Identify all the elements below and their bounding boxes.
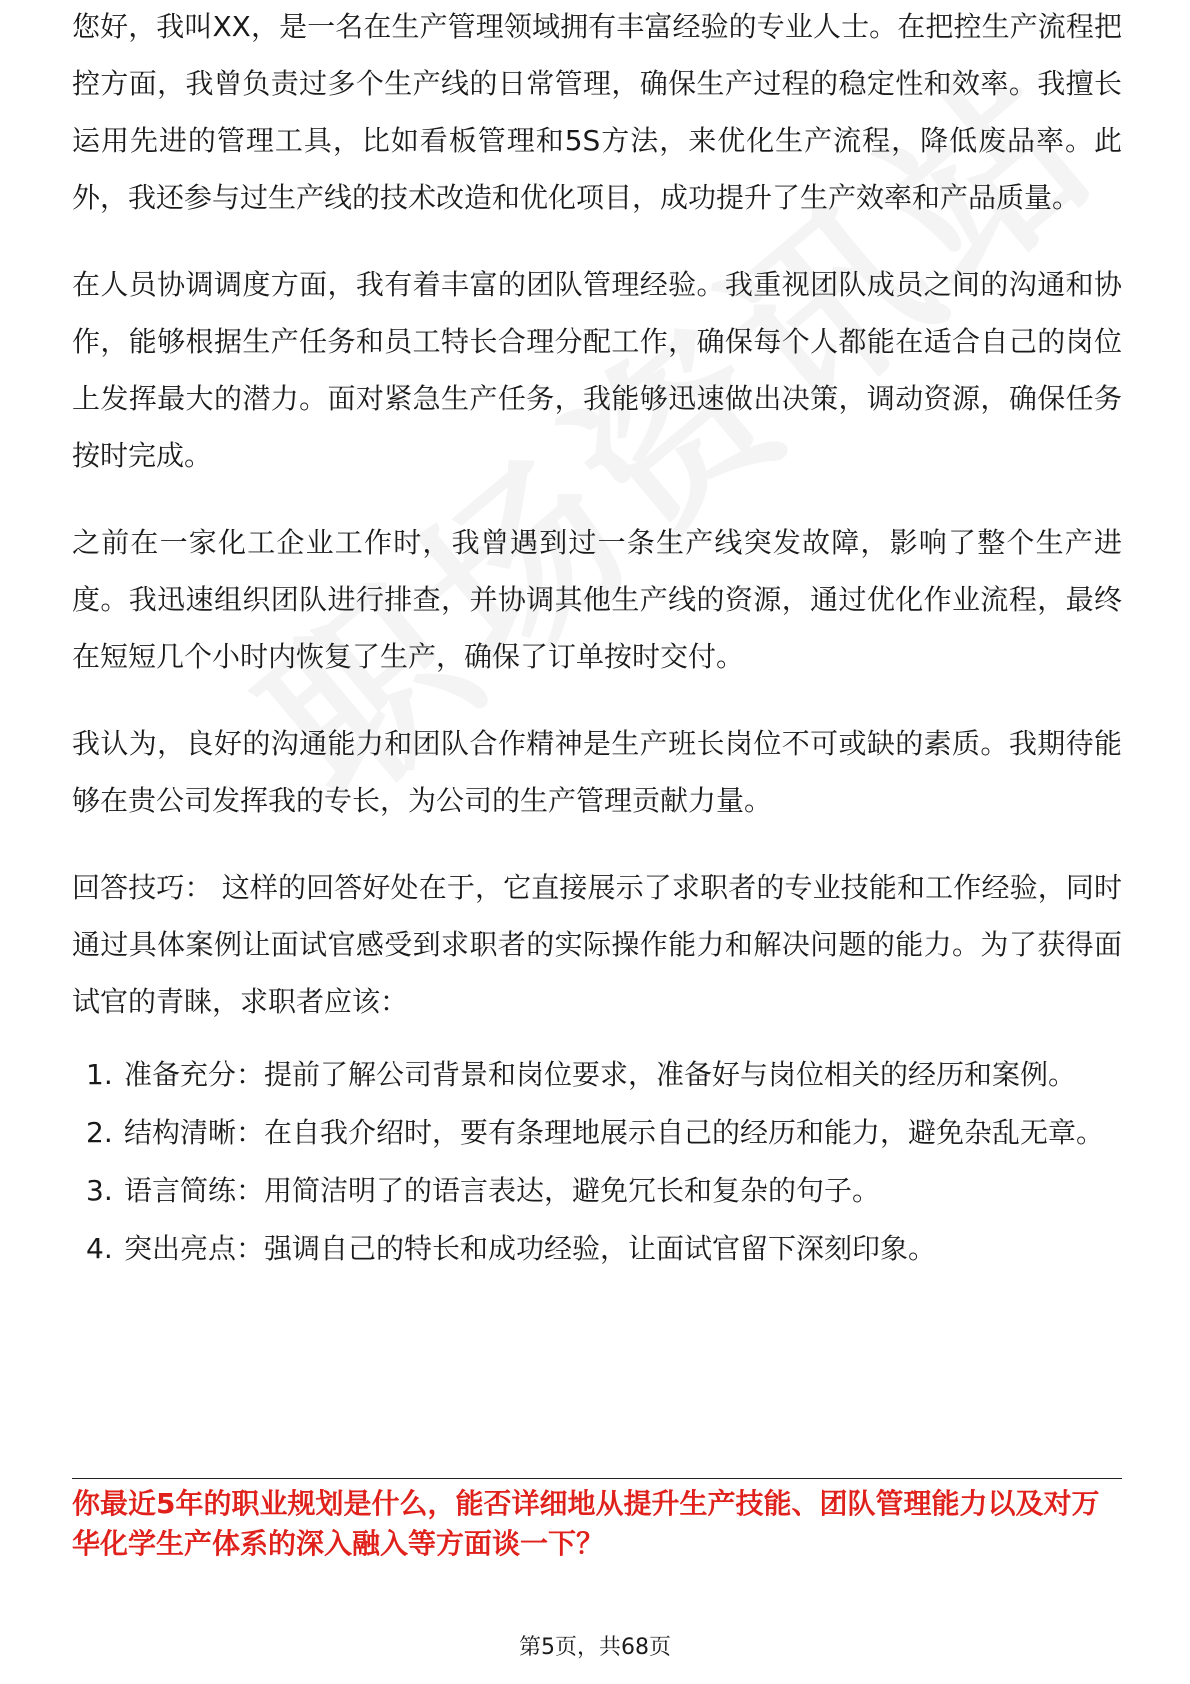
answer-paragraph-2: 在人员协调调度方面，我有着丰富的团队管理经验。我重视团队成员之间的沟通和协作，能够根据生产任务和员工特长合理分配工作，确保每个人都能在适合自己的岗位上发挥最大的潜力。面对紧急生产任务，我能够迅速做出决策，调动资源，确保任务按时完成。 xyxy=(72,268,1122,472)
answer-paragraph-1: 您好，我叫XX，是一名在生产管理领域拥有丰富经验的专业人士。在把控生产流程把控方面，我曾负责过多个生产线的日常管理，确保生产过程的稳定性和效率。我擅长运用先进的管理工具，比如看板管理和5S方法，来优化生产流程，降低废品率。此外，我还参与过生产线的技术改造和优化项目，成功提升了生产效率和产品质量。 xyxy=(72,10,1122,214)
list-number: 3. xyxy=(86,1174,113,1207)
answer-paragraph-4: 我认为，良好的沟通能力和团队合作精神是生产班长岗位不可或缺的素质。我期待能够在贵公司发挥我的专长，为公司的生产管理贡献力量。 xyxy=(72,727,1122,817)
list-number: 1. xyxy=(86,1058,113,1091)
answer-paragraph-3: 之前在一家化工企业工作时，我曾遇到过一条生产线突发故障，影响了整个生产进度。我迅速组织团队进行排查，并协调其他生产线的资源，通过优化作业流程，最终在短短几个小时内恢复了生产，确保了订单按时交付。 xyxy=(72,526,1122,673)
answer-tips-intro: 回答技巧： 这样的回答好处在于，它直接展示了求职者的专业技能和工作经验，同时通过具体案例让面试官感受到求职者的实际操作能力和解决问题的能力。为了获得面试官的青睐，求职者应该： xyxy=(72,871,1122,1018)
list-item xyxy=(72,1048,1122,1102)
list-item-text: 语言简练：用简洁明了的语言表达，避免冗长和复杂的句子。 xyxy=(124,1174,881,1207)
list-item-text: 结构清晰：在自我介绍时，要有条理地展示自己的经历和能力，避免杂乱无章。 xyxy=(124,1116,1105,1149)
list-item-text: 突出亮点：强调自己的特长和成功经验，让面试官留下深刻印象。 xyxy=(124,1232,937,1265)
section-divider xyxy=(72,1478,1122,1479)
page-number: 第5页，共68页 xyxy=(519,1635,671,1660)
list-item xyxy=(72,1106,1122,1160)
next-question-heading: 你最近5年的职业规划是什么，能否详细地从提升生产技能、团队管理能力以及对万华化学生产体系的深入融入等方面谈一下？ xyxy=(72,1487,1100,1560)
list-item xyxy=(72,1222,1122,1276)
page-content xyxy=(72,10,1122,1280)
tips-list xyxy=(72,1048,1122,1276)
list-item-text: 准备充分：提前了解公司背景和岗位要求，准备好与岗位相关的经历和案例。 xyxy=(124,1058,1077,1091)
list-item xyxy=(72,1164,1122,1218)
list-number: 2. xyxy=(86,1116,113,1149)
list-number: 4. xyxy=(86,1232,113,1265)
